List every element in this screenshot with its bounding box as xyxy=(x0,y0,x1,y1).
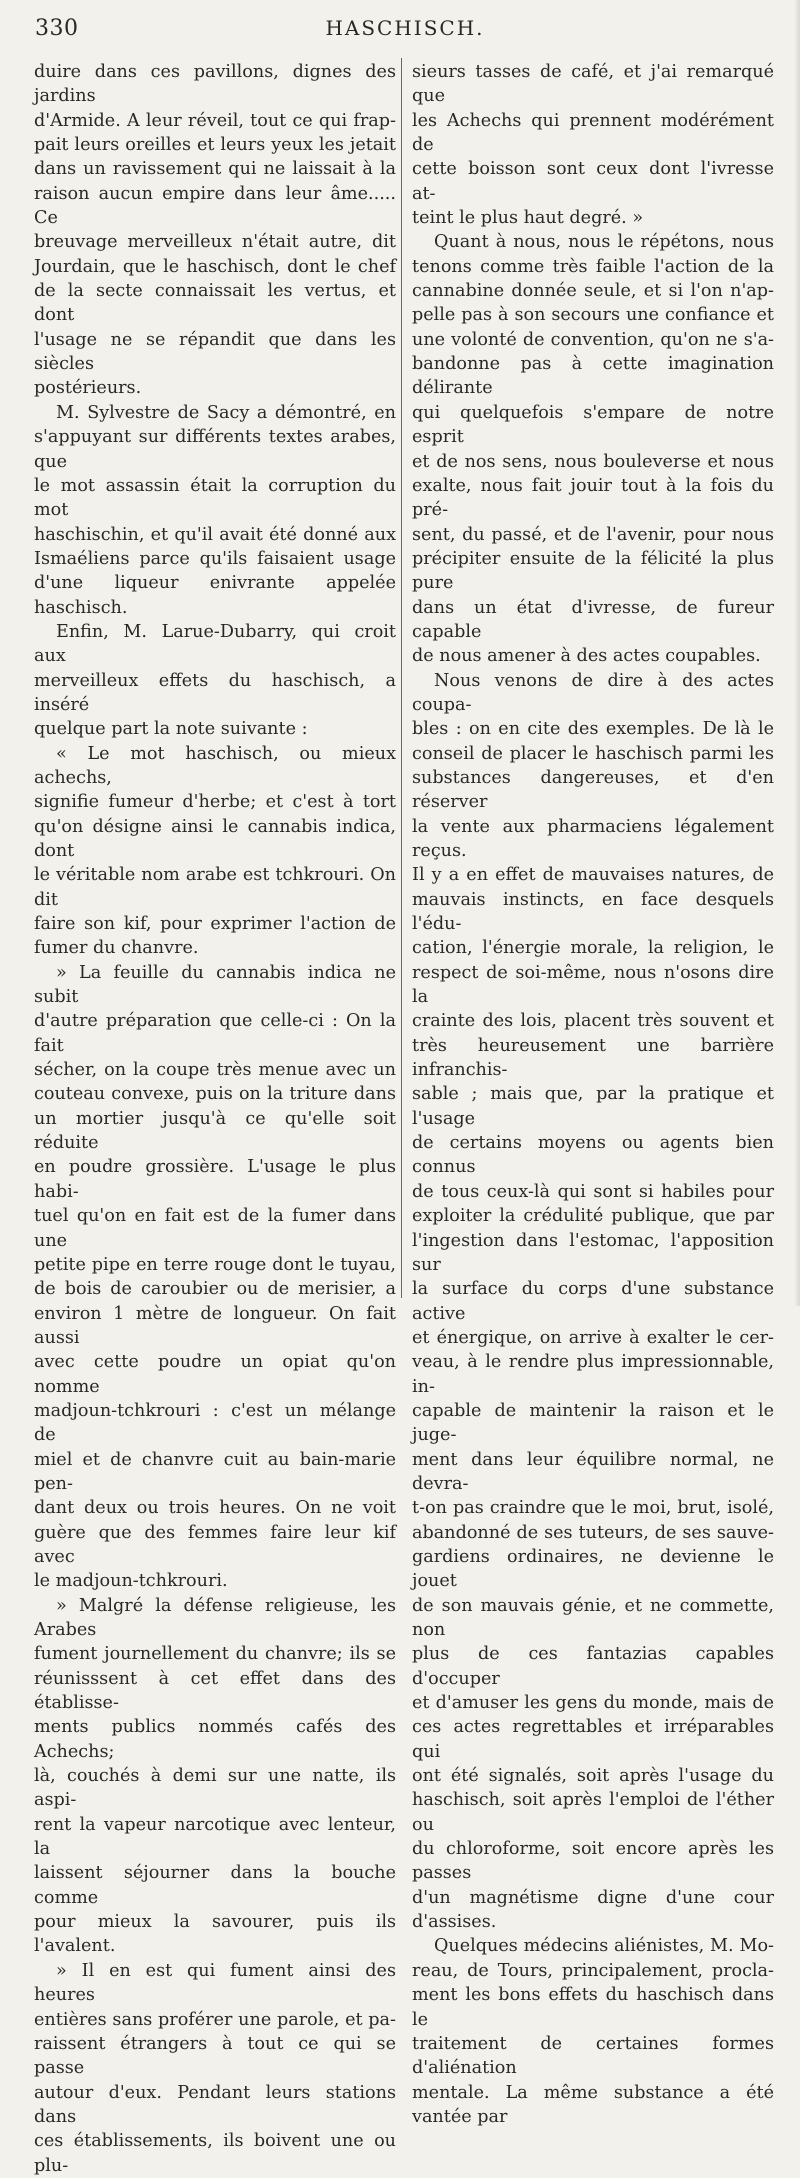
text-line: d'un magnétisme digne d'une cour d'assises. xyxy=(412,1887,774,1933)
text-line: et énergique, on arrive à exalter le cer- xyxy=(412,1327,774,1348)
text-line: raissent étrangers à tout ce qui se passe xyxy=(34,2033,396,2079)
text-line: qui quelquefois s'empare de notre esprit xyxy=(412,402,774,448)
text-line: duire dans ces pavillons, dignes des jardins xyxy=(34,62,396,107)
text-line: autour d'eux. Pendant leurs stations dans xyxy=(34,2082,396,2127)
running-title: HASCHISCH. xyxy=(325,16,485,40)
text-line: l'usage ne se répandit que dans les siècles xyxy=(34,329,396,375)
text-line: d'autre préparation que celle-ci : On la fait xyxy=(34,1011,396,1056)
text-line: ment dans leur équilibre normal, ne devra- xyxy=(412,1449,774,1494)
text-line: cette boisson sont ceux dont l'ivresse at- xyxy=(412,159,774,204)
text-line: ment les bons effets du haschisch dans le xyxy=(412,1985,774,2030)
text-line: la vente aux pharmaciens légalement reçus. xyxy=(412,816,774,861)
text-line: « Le mot haschisch, ou mieux achechs, xyxy=(34,743,396,788)
text-line: Quant à nous, nous le répétons, nous xyxy=(434,232,774,253)
text-line: Jourdain, que le haschisch, dont le chef xyxy=(34,256,396,277)
text-line: le madjoun-tchkrouri. xyxy=(34,1571,228,1592)
text-line: raison aucun empire dans leur âme..... Ce xyxy=(34,183,396,229)
text-line: merveilleux effets du haschisch, a inséré xyxy=(34,670,396,715)
text-line: qu'on désigne ainsi le cannabis indica, dont xyxy=(34,816,396,861)
text-line: substances dangereuses, et d'en réserver xyxy=(412,767,774,813)
text-line: reau, de Tours, principalement, procla- xyxy=(412,1960,774,1981)
text-line: M. Sylvestre de Sacy a démontré, en xyxy=(56,402,396,423)
text-line: de la secte connaissait les vertus, et dont xyxy=(34,281,396,326)
text-line: conseil de placer le haschisch parmi les xyxy=(412,743,774,764)
text-line: un mortier jusqu'à ce qu'elle soit réduite xyxy=(34,1108,396,1154)
text-line: très heureusement une barrière infranchis- xyxy=(412,1035,774,1081)
text-line: signifie fumeur d'herbe; et c'est à tort xyxy=(34,792,396,813)
text-line: avec cette poudre un opiat qu'on nomme xyxy=(34,1352,396,1397)
text-line: Quelques médecins aliénistes, M. Mo- xyxy=(434,1936,774,1957)
text-line: là, couchés à demi sur une natte, ils aspi- xyxy=(34,1766,396,1811)
text-line: dans un ravissement qui ne laissait à la xyxy=(34,159,396,180)
text-line: faire son kif, pour exprimer l'action de xyxy=(34,914,396,935)
text-line: ces établissements, ils boivent une ou plu- xyxy=(34,2131,396,2176)
text-line: du chloroforme, soit encore après les passes xyxy=(412,1839,774,1884)
text-line: de bois de caroubier ou de merisier, a xyxy=(34,1279,396,1300)
right-text-column xyxy=(412,60,774,2129)
text-line: laissent séjourner dans la bouche comme xyxy=(34,1863,396,1908)
text-line: le mot assassin était la corruption du mot xyxy=(34,475,396,521)
text-line: l'ingestion dans l'estomac, l'apposition sur xyxy=(412,1230,774,1275)
text-line: guère que des femmes faire leur kif avec xyxy=(34,1522,396,1567)
text-line: teint le plus haut degré. » xyxy=(412,208,644,229)
text-line: les Achechs qui prennent modérément de xyxy=(412,110,774,156)
text-line: sieurs tasses de café, et j'ai remarqué que xyxy=(412,62,774,107)
text-line: ces actes regrettables et irréparables qui xyxy=(412,1717,774,1762)
text-line: tenons comme très faible l'action de la xyxy=(412,256,774,277)
text-line: t-on pas craindre que le moi, brut, isolé, xyxy=(412,1498,774,1519)
text-line: pait leurs oreilles et leurs yeux les jetait xyxy=(34,135,396,156)
text-line: respect de soi-même, nous n'osons dire la xyxy=(412,962,774,1008)
running-header xyxy=(35,16,775,50)
text-line: entières sans proférer une parole, et pa- xyxy=(34,2009,396,2030)
text-line: gardiens ordinaires, ne devienne le jouet xyxy=(412,1546,774,1592)
text-line: » Malgré la défense religieuse, les Arabes xyxy=(34,1595,396,1640)
text-line: couteau convexe, puis on la triture dans xyxy=(34,1084,396,1105)
text-line: une volonté de convention, qu'on ne s'a- xyxy=(412,329,774,350)
page-number: 330 xyxy=(35,16,79,41)
text-line: postérieurs. xyxy=(34,378,142,399)
text-line: Il y a en effet de mauvaises natures, de xyxy=(412,865,774,886)
text-line: traitement de certaines formes d'aliénation xyxy=(412,2033,774,2079)
text-line: cation, l'énergie morale, la religion, le xyxy=(412,938,774,959)
text-line: environ 1 mètre de longueur. On fait aussi xyxy=(34,1303,396,1348)
text-line: s'appuyant sur différents textes arabes, que xyxy=(34,427,396,472)
text-line: exploiter la crédulité publique, que par xyxy=(412,1206,774,1227)
text-line: le véritable nom arabe est tchkrouri. On dit xyxy=(34,865,396,910)
text-line: veau, à le rendre plus impressionnable, in- xyxy=(412,1352,774,1397)
text-line: plus de ces fantazias capables d'occuper xyxy=(412,1644,774,1689)
text-line: Enfin, M. Larue-Dubarry, qui croit aux xyxy=(34,621,396,667)
text-line: la surface du corps d'une substance active xyxy=(412,1279,774,1324)
text-line: d'Armide. A leur réveil, tout ce qui frap- xyxy=(34,110,396,131)
text-line: en poudre grossière. L'usage le plus habi- xyxy=(34,1157,396,1202)
text-line: crainte des lois, placent très souvent et xyxy=(412,1011,774,1032)
text-line: bandonne pas à cette imagination délirante xyxy=(412,354,774,399)
text-line: dant deux ou trois heures. On ne voit xyxy=(34,1498,396,1519)
text-line: réunisssent à cet effet dans des établisse- xyxy=(34,1668,396,1714)
text-line: quelque part la note suivante : xyxy=(34,719,308,740)
text-line: Nous venons de dire à des actes coupa- xyxy=(412,670,774,715)
text-line: abandonné de ses tuteurs, de ses sauve- xyxy=(412,1522,774,1543)
text-line: et de nos sens, nous bouleverse et nous xyxy=(412,451,774,472)
text-line: sable ; mais que, par la pratique et l'usage xyxy=(412,1084,774,1129)
text-line: d'une liqueur enivrante appelée haschisch. xyxy=(34,573,396,618)
text-line: petite pipe en terre rouge dont le tuyau, xyxy=(34,1254,396,1275)
text-line: et d'amuser les gens du monde, mais de xyxy=(412,1693,774,1714)
text-line: tuel qu'on en fait est de la fumer dans une xyxy=(34,1206,396,1251)
text-line: sent, du passé, et de l'avenir, pour nous xyxy=(412,524,774,545)
text-line: mentale. La même substance a été vantée par xyxy=(412,2082,774,2127)
text-line: de nous amener à des actes coupables. xyxy=(412,646,761,667)
text-line: » La feuille du cannabis indica ne subit xyxy=(34,962,396,1008)
text-line: fumer du chanvre. xyxy=(34,938,199,959)
text-line: » Il en est qui fument ainsi des heures xyxy=(34,1960,396,2006)
text-line: haschisch, soit après l'emploi de l'éther ou xyxy=(412,1790,774,1835)
text-line: dans un état d'ivresse, de fureur capable xyxy=(412,597,774,642)
text-line: sécher, on la coupe très menue avec un xyxy=(34,1060,396,1081)
text-line: ont été signalés, soit après l'usage du xyxy=(412,1766,774,1787)
text-line: pour mieux la savourer, puis ils l'avalent. xyxy=(34,1912,396,1957)
text-line: exalte, nous fait jouir tout à la fois du pré- xyxy=(412,475,774,521)
text-line: miel et de chanvre cuit au bain-marie pen- xyxy=(34,1449,396,1494)
text-line: capable de maintenir la raison et le juge- xyxy=(412,1400,774,1446)
text-line: ments publics nommés cafés des Achechs; xyxy=(34,1717,396,1762)
text-line: de tous ceux-là qui sont si habiles pour xyxy=(412,1181,774,1202)
text-line: Ismaéliens parce qu'ils faisaient usage xyxy=(34,548,396,569)
page-edge-shadow xyxy=(794,0,800,1306)
left-text-column xyxy=(34,60,396,2178)
text-line: de certains moyens ou agents bien connus xyxy=(412,1133,774,1178)
text-line: de son mauvais génie, et ne commette, non xyxy=(412,1595,774,1640)
text-line: breuvage merveilleux n'était autre, dit xyxy=(34,232,396,253)
text-line: haschischin, et qu'il avait été donné aux xyxy=(34,524,396,545)
text-line: précipiter ensuite de la félicité la plus pure xyxy=(412,548,774,594)
text-line: fument journellement du chanvre; ils se xyxy=(34,1644,396,1665)
text-line: mauvais instincts, en face desquels l'édu- xyxy=(412,889,774,935)
column-divider xyxy=(401,58,402,1298)
text-line: cannabine donnée seule, et si l'on n'ap- xyxy=(412,281,774,302)
text-line: bles : on en cite des exemples. De là le xyxy=(412,719,774,740)
text-line: pelle pas à son secours une confiance et xyxy=(412,305,774,326)
text-line: rent la vapeur narcotique avec lenteur, la xyxy=(34,1814,396,1860)
text-line: madjoun-tchkrouri : c'est un mélange de xyxy=(34,1400,396,1446)
